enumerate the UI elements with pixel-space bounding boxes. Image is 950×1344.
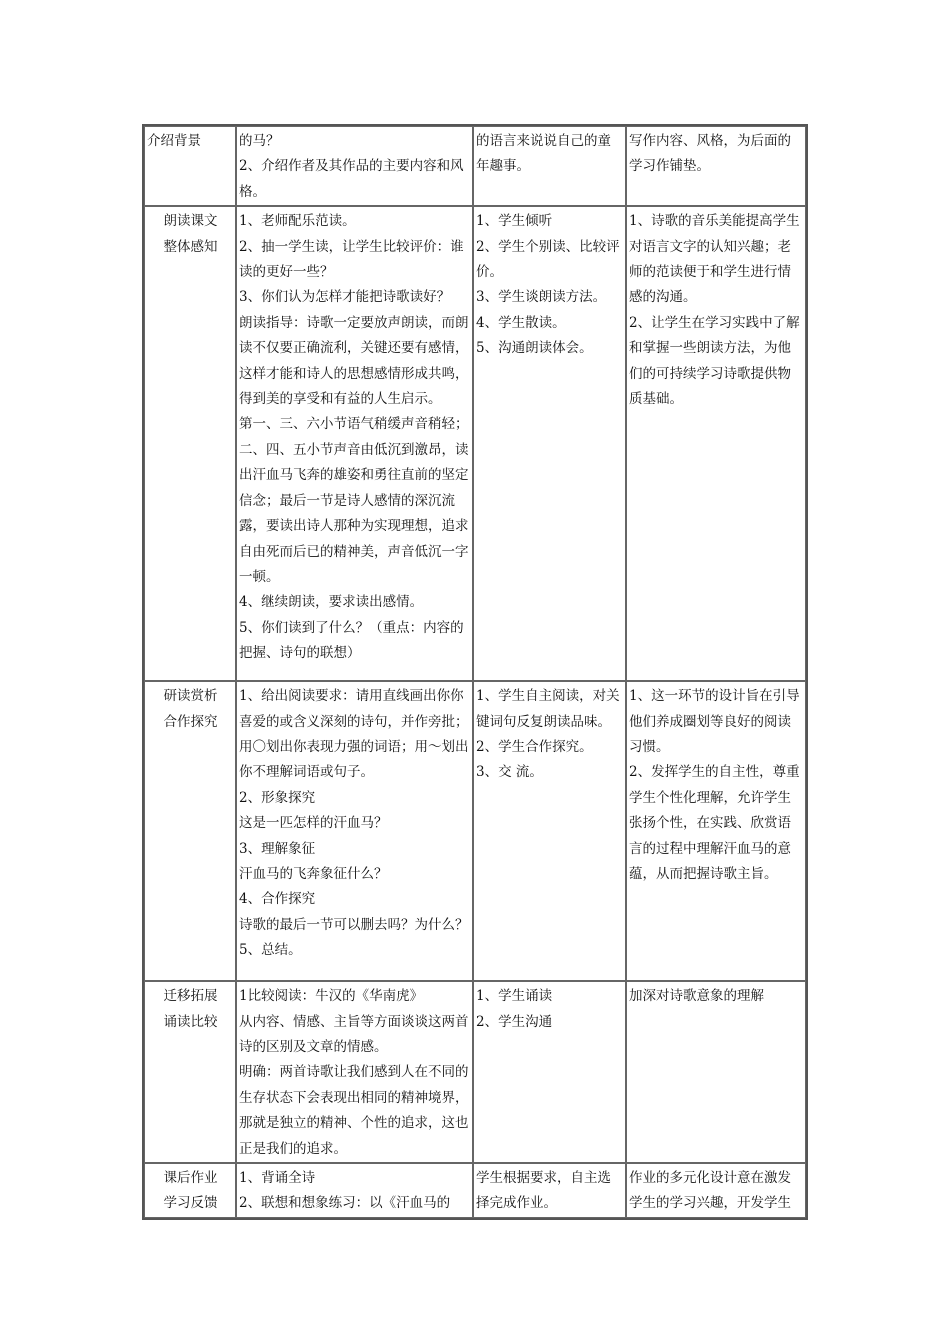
stage-cell <box>144 206 236 681</box>
teacher-activity-cell <box>236 981 473 1163</box>
lesson-plan-table <box>142 124 808 1220</box>
teacher-line: 朗读指导：诗歌一定要放声朗读，而朗读不仅要正确流利，关键还要有感情，这样才能和诗人的思想感情形成共鸣，得到美的享受和有益的人生启示。 <box>239 314 469 408</box>
intent-line: 2、让学生在学习实践中了解和掌握一些朗读方法，为他们的可持续学习诗歌提供物质基础。 <box>629 314 800 408</box>
teacher-line: 诗歌的最后一节可以删去吗？为什么？ <box>239 916 469 933</box>
stage-label: 合作探究 <box>163 713 218 730</box>
teacher-line: 明确：两首诗歌让我们感到人在不同的生存状态下会表现出相同的精神境界，那就是独立的精神、个性的追求，这也正是我们的追求。 <box>239 1064 469 1157</box>
student-activity-cell <box>473 1163 626 1218</box>
teacher-line: 5、你们读到了什么？（重点：内容的把握、诗句的联想） <box>239 619 464 662</box>
stage-label: 研读赏析 <box>163 688 218 705</box>
table-row <box>144 981 806 1163</box>
teacher-line: 汗血马的飞奔象征什么？ <box>239 866 388 883</box>
student-activity-cell <box>473 206 626 681</box>
student-line: 1、学生诵读 <box>476 988 553 1005</box>
teacher-line: 2、抽一学生读，让学生比较评价：谁读的更好一些？ <box>239 238 464 281</box>
teacher-activity-cell <box>236 126 473 206</box>
teacher-line: 1、背诵全诗 <box>239 1170 316 1187</box>
design-intent-cell <box>626 126 806 206</box>
teacher-line: 第一、三、六小节语气稍缓声音稍轻；二、四、五小节声音由低沉到激昂，读出汗血马飞奔的雄姿和勇往直前的坚定信念；最后一节是诗人感情的深沉流露，要读出诗人那种为实现理想，追求自由死而后已的精神美，声音低沉一字一顿。 <box>239 416 469 585</box>
table-row <box>144 1163 806 1218</box>
teacher-line: 4、继续朗读，要求读出感情。 <box>239 594 424 611</box>
design-intent-cell <box>626 1163 806 1218</box>
student-line: 4、学生散读。 <box>476 314 566 331</box>
teacher-line: 4、合作探究 <box>239 891 316 908</box>
intent-line: 2、发挥学生的自主性，尊重学生个性化理解，允许学生张扬个性，在实践、欣赏语言的过程中理解汗血马的意蕴，从而把握诗歌主旨。 <box>629 764 800 883</box>
student-activity-cell <box>473 981 626 1163</box>
student-activity-cell <box>473 681 626 981</box>
student-line: 1、学生倾听 <box>476 213 553 230</box>
design-intent-cell <box>626 206 806 681</box>
student-line: 2、学生个别读、比较评价。 <box>476 238 620 281</box>
teacher-line: 1、老师配乐范读。 <box>239 213 356 230</box>
teacher-line: 的马？ <box>239 133 280 149</box>
stage-cell <box>144 126 236 206</box>
design-intent-cell <box>626 681 806 981</box>
teacher-line: 2、形象探究 <box>239 789 316 806</box>
student-line: 3、学生谈朗读方法。 <box>476 289 607 306</box>
stage-label: 诵读比较 <box>163 1013 218 1030</box>
teacher-activity-cell <box>236 1163 473 1218</box>
intent-line: 作业的多元化设计意在激发学生的学习兴趣，开发学生 <box>629 1170 791 1212</box>
student-line: 的语言来说说自己的童年趣事。 <box>476 133 611 175</box>
intent-line: 1、诗歌的音乐美能提高学生对语言文字的认知兴趣；老师的范读便于和学生进行情感的沟通。 <box>629 213 800 306</box>
teacher-line: 2、联想和想象练习：以《汗血马的 <box>239 1195 451 1212</box>
teacher-line: 1、给出阅读要求：请用直线画出你你喜爱的或含义深刻的诗句，并作旁批；用〇划出你表现力强的词语；用～划出你不理解词语或句子。 <box>239 688 469 781</box>
student-line: 2、学生沟通 <box>476 1013 553 1030</box>
intent-line: 1、这一环节的设计旨在引导他们养成圈划等良好的阅读习惯。 <box>629 688 800 756</box>
student-line: 学生根据要求，自主选择完成作业。 <box>476 1170 611 1212</box>
teacher-line: 这是一匹怎样的汗血马？ <box>239 815 388 832</box>
teacher-line: 5、总结。 <box>239 942 302 959</box>
stage-label: 迁移拓展 <box>163 988 218 1005</box>
intent-line: 加深对诗歌意象的理解 <box>629 988 764 1005</box>
student-activity-cell <box>473 126 626 206</box>
stage-label: 课后作业 <box>163 1170 218 1187</box>
stage-cell <box>144 981 236 1163</box>
table-row <box>144 681 806 981</box>
design-intent-cell <box>626 981 806 1163</box>
student-line: 3、交 流。 <box>476 764 543 781</box>
teacher-line: 3、理解象征 <box>239 840 316 857</box>
stage-cell <box>144 1163 236 1218</box>
table-row <box>144 206 806 681</box>
teacher-activity-cell <box>236 206 473 681</box>
stage-cell <box>144 681 236 981</box>
student-line: 1、学生自主阅读，对关键词句反复朗读品味。 <box>476 688 620 730</box>
stage-label: 介绍背景 <box>147 133 201 149</box>
stage-label: 学习反馈 <box>163 1195 218 1212</box>
stage-label: 整体感知 <box>163 238 218 255</box>
intent-line: 写作内容、风格，为后面的学习作铺垫。 <box>629 133 791 175</box>
teacher-line: 3、你们认为怎样才能把诗歌读好？ <box>239 289 451 306</box>
stage-label: 朗读课文 <box>163 213 218 230</box>
teacher-line: 从内容、情感、主旨等方面谈谈这两首诗的区别及文章的情感。 <box>239 1013 469 1056</box>
student-line: 2、学生合作探究。 <box>476 739 593 756</box>
student-line: 5、沟通朗读体会。 <box>476 340 593 357</box>
teacher-line: 2、介绍作者及其作品的主要内容和风格。 <box>239 158 464 200</box>
teacher-line: 1比较阅读：牛汉的《华南虎》 <box>239 988 424 1005</box>
teacher-activity-cell <box>236 681 473 981</box>
table-row <box>144 126 806 206</box>
